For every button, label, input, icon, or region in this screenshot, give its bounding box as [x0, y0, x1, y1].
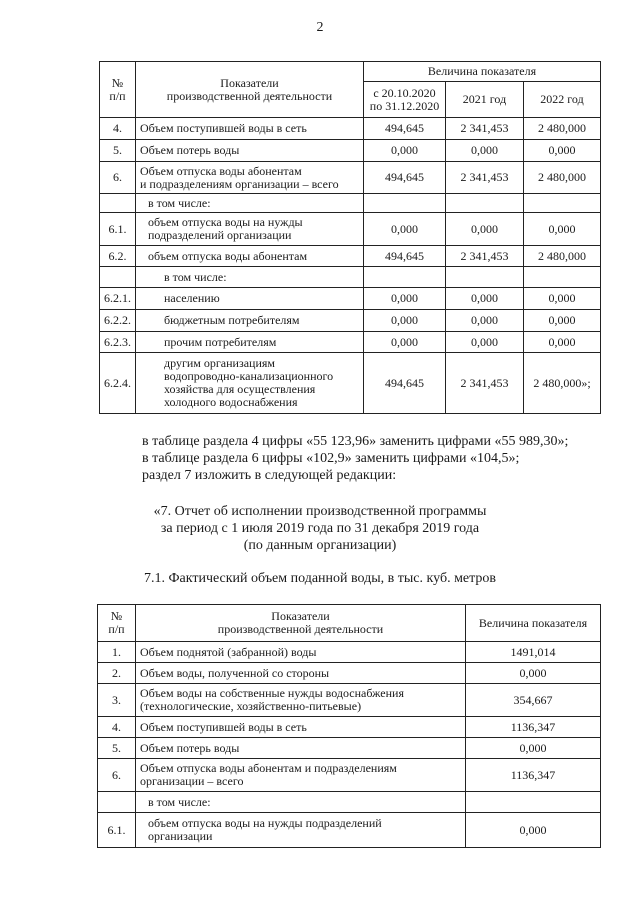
row-value: 0,000 — [364, 310, 446, 332]
table-row — [100, 140, 601, 162]
row-value — [524, 267, 601, 288]
subsection-title: 7.1. Фактический объем поданной воды, в тыс. куб. метров — [143, 571, 497, 586]
header-value-group: Величина показателя — [364, 62, 601, 82]
row-value: 0,000 — [364, 140, 446, 162]
row-label: Объем воды на собственные нужды водоснабжения (технологические, хозяйственно-питьевые) — [136, 684, 466, 717]
header-2021: 2021 год — [446, 82, 524, 118]
row-label: прочим потребителям — [136, 332, 364, 353]
row-value: 0,000 — [446, 332, 524, 353]
row-value: 0,000 — [524, 310, 601, 332]
row-num — [100, 194, 136, 213]
header-2022: 2022 год — [524, 82, 601, 118]
table-row — [100, 162, 601, 194]
header-value: Величина показателя — [466, 605, 601, 642]
table-row — [100, 194, 601, 213]
row-label: Объем потерь воды — [136, 140, 364, 162]
row-value: 0,000 — [446, 140, 524, 162]
row-value: 1136,347 — [466, 759, 601, 792]
row-label: населению — [136, 288, 364, 310]
header-num: № п/п — [98, 605, 136, 642]
row-value — [364, 194, 446, 213]
table-row — [100, 267, 601, 288]
row-value: 0,000 — [446, 213, 524, 246]
table-row — [98, 738, 601, 759]
row-num: 1. — [98, 642, 136, 663]
table-row — [100, 353, 601, 414]
row-value: 354,667 — [466, 684, 601, 717]
row-value: 0,000 — [466, 663, 601, 684]
row-num: 6.2.3. — [100, 332, 136, 353]
row-value: 494,645 — [364, 162, 446, 194]
row-num: 6.2.4. — [100, 353, 136, 414]
row-num: 6.2. — [100, 246, 136, 267]
row-label: в том числе: — [136, 792, 466, 813]
row-value: 2 480,000 — [524, 118, 601, 140]
row-value: 2 480,000 — [524, 162, 601, 194]
row-value: 0,000 — [364, 332, 446, 353]
row-value: 1136,347 — [466, 717, 601, 738]
row-num: 4. — [100, 118, 136, 140]
row-label: Объем поступившей воды в сеть — [136, 717, 466, 738]
water-volume-table — [97, 604, 601, 848]
row-num: 6. — [98, 759, 136, 792]
row-label: бюджетным потребителям — [136, 310, 364, 332]
section-title-line-3: (по данным организации) — [243, 538, 397, 553]
amendment-paragraph-1: в таблице раздела 4 цифры «55 123,96» заменить цифрами «55 989,30»; — [142, 434, 569, 449]
table-row — [100, 288, 601, 310]
row-value: 0,000 — [466, 738, 601, 759]
table-row — [98, 717, 601, 738]
row-value: 2 341,453 — [446, 162, 524, 194]
row-value: 0,000 — [524, 332, 601, 353]
row-num: 3. — [98, 684, 136, 717]
header-indicator: Показатели производственной деятельности — [136, 605, 466, 642]
row-label: объем отпуска воды на нужды подразделений организации — [136, 813, 466, 848]
row-value: 0,000 — [524, 213, 601, 246]
row-num: 5. — [98, 738, 136, 759]
table-row — [100, 310, 601, 332]
row-label: другим организациям водопроводно-канализационного хозяйства для осуществления холодного водоснабжения — [136, 353, 364, 414]
row-value: 2 480,000 — [524, 246, 601, 267]
row-num: 6.1. — [100, 213, 136, 246]
row-value: 494,645 — [364, 118, 446, 140]
row-value: 0,000 — [446, 310, 524, 332]
header-period: с 20.10.2020 по 31.12.2020 — [364, 82, 446, 118]
row-value: 2 341,453 — [446, 118, 524, 140]
row-num: 5. — [100, 140, 136, 162]
table-row — [98, 642, 601, 663]
row-value: 494,645 — [364, 246, 446, 267]
row-num: 6.1. — [98, 813, 136, 848]
table-row — [98, 684, 601, 717]
row-label: Объем отпуска воды абонентам и подразделениям организации – всего — [136, 162, 364, 194]
section-title-line-2: за период с 1 июля 2019 года по 31 декабря 2019 года — [160, 521, 480, 536]
table-row — [100, 213, 601, 246]
table-row — [98, 813, 601, 848]
row-value: 0,000 — [466, 813, 601, 848]
row-value — [446, 194, 524, 213]
table-row — [98, 792, 601, 813]
row-value — [524, 194, 601, 213]
row-num: 6. — [100, 162, 136, 194]
section-title-line-1: «7. Отчет об исполнении производственной программы — [153, 504, 487, 519]
row-num: 2. — [98, 663, 136, 684]
row-num — [98, 792, 136, 813]
row-value: 494,645 — [364, 353, 446, 414]
row-value — [446, 267, 524, 288]
row-num — [100, 267, 136, 288]
row-label: Объем поднятой (забранной) воды — [136, 642, 466, 663]
row-value: 0,000 — [364, 288, 446, 310]
row-label: Объем воды, полученной со стороны — [136, 663, 466, 684]
row-value: 1491,014 — [466, 642, 601, 663]
row-value: 0,000 — [524, 288, 601, 310]
row-value: 0,000 — [524, 140, 601, 162]
row-label: в том числе: — [136, 194, 364, 213]
header-indicator: Показатели производственной деятельности — [136, 62, 364, 118]
table-row — [100, 118, 601, 140]
amendment-paragraph-3: раздел 7 изложить в следующей редакции: — [142, 468, 397, 483]
row-label: Объем поступившей воды в сеть — [136, 118, 364, 140]
row-value: 2 341,453 — [446, 353, 524, 414]
row-label: объем отпуска воды абонентам — [136, 246, 364, 267]
row-num: 6.2.2. — [100, 310, 136, 332]
production-indicators-table — [99, 61, 601, 414]
row-value — [364, 267, 446, 288]
amendment-paragraph-2: в таблице раздела 6 цифры «102,9» заменить цифрами «104,5»; — [142, 451, 520, 466]
row-label: Объем отпуска воды абонентам и подразделениям организации – всего — [136, 759, 466, 792]
page-number: 2 — [316, 20, 324, 35]
row-value: 2 341,453 — [446, 246, 524, 267]
row-value — [466, 792, 601, 813]
table-row — [100, 246, 601, 267]
row-label: объем отпуска воды на нужды подразделений организации — [136, 213, 364, 246]
row-num: 6.2.1. — [100, 288, 136, 310]
table-row — [98, 663, 601, 684]
header-num: № п/п — [100, 62, 136, 118]
table-row — [100, 332, 601, 353]
row-num: 4. — [98, 717, 136, 738]
table-row — [98, 759, 601, 792]
row-value: 0,000 — [446, 288, 524, 310]
row-label: в том числе: — [136, 267, 364, 288]
row-label: Объем потерь воды — [136, 738, 466, 759]
row-value: 2 480,000»; — [524, 353, 601, 414]
row-value: 0,000 — [364, 213, 446, 246]
